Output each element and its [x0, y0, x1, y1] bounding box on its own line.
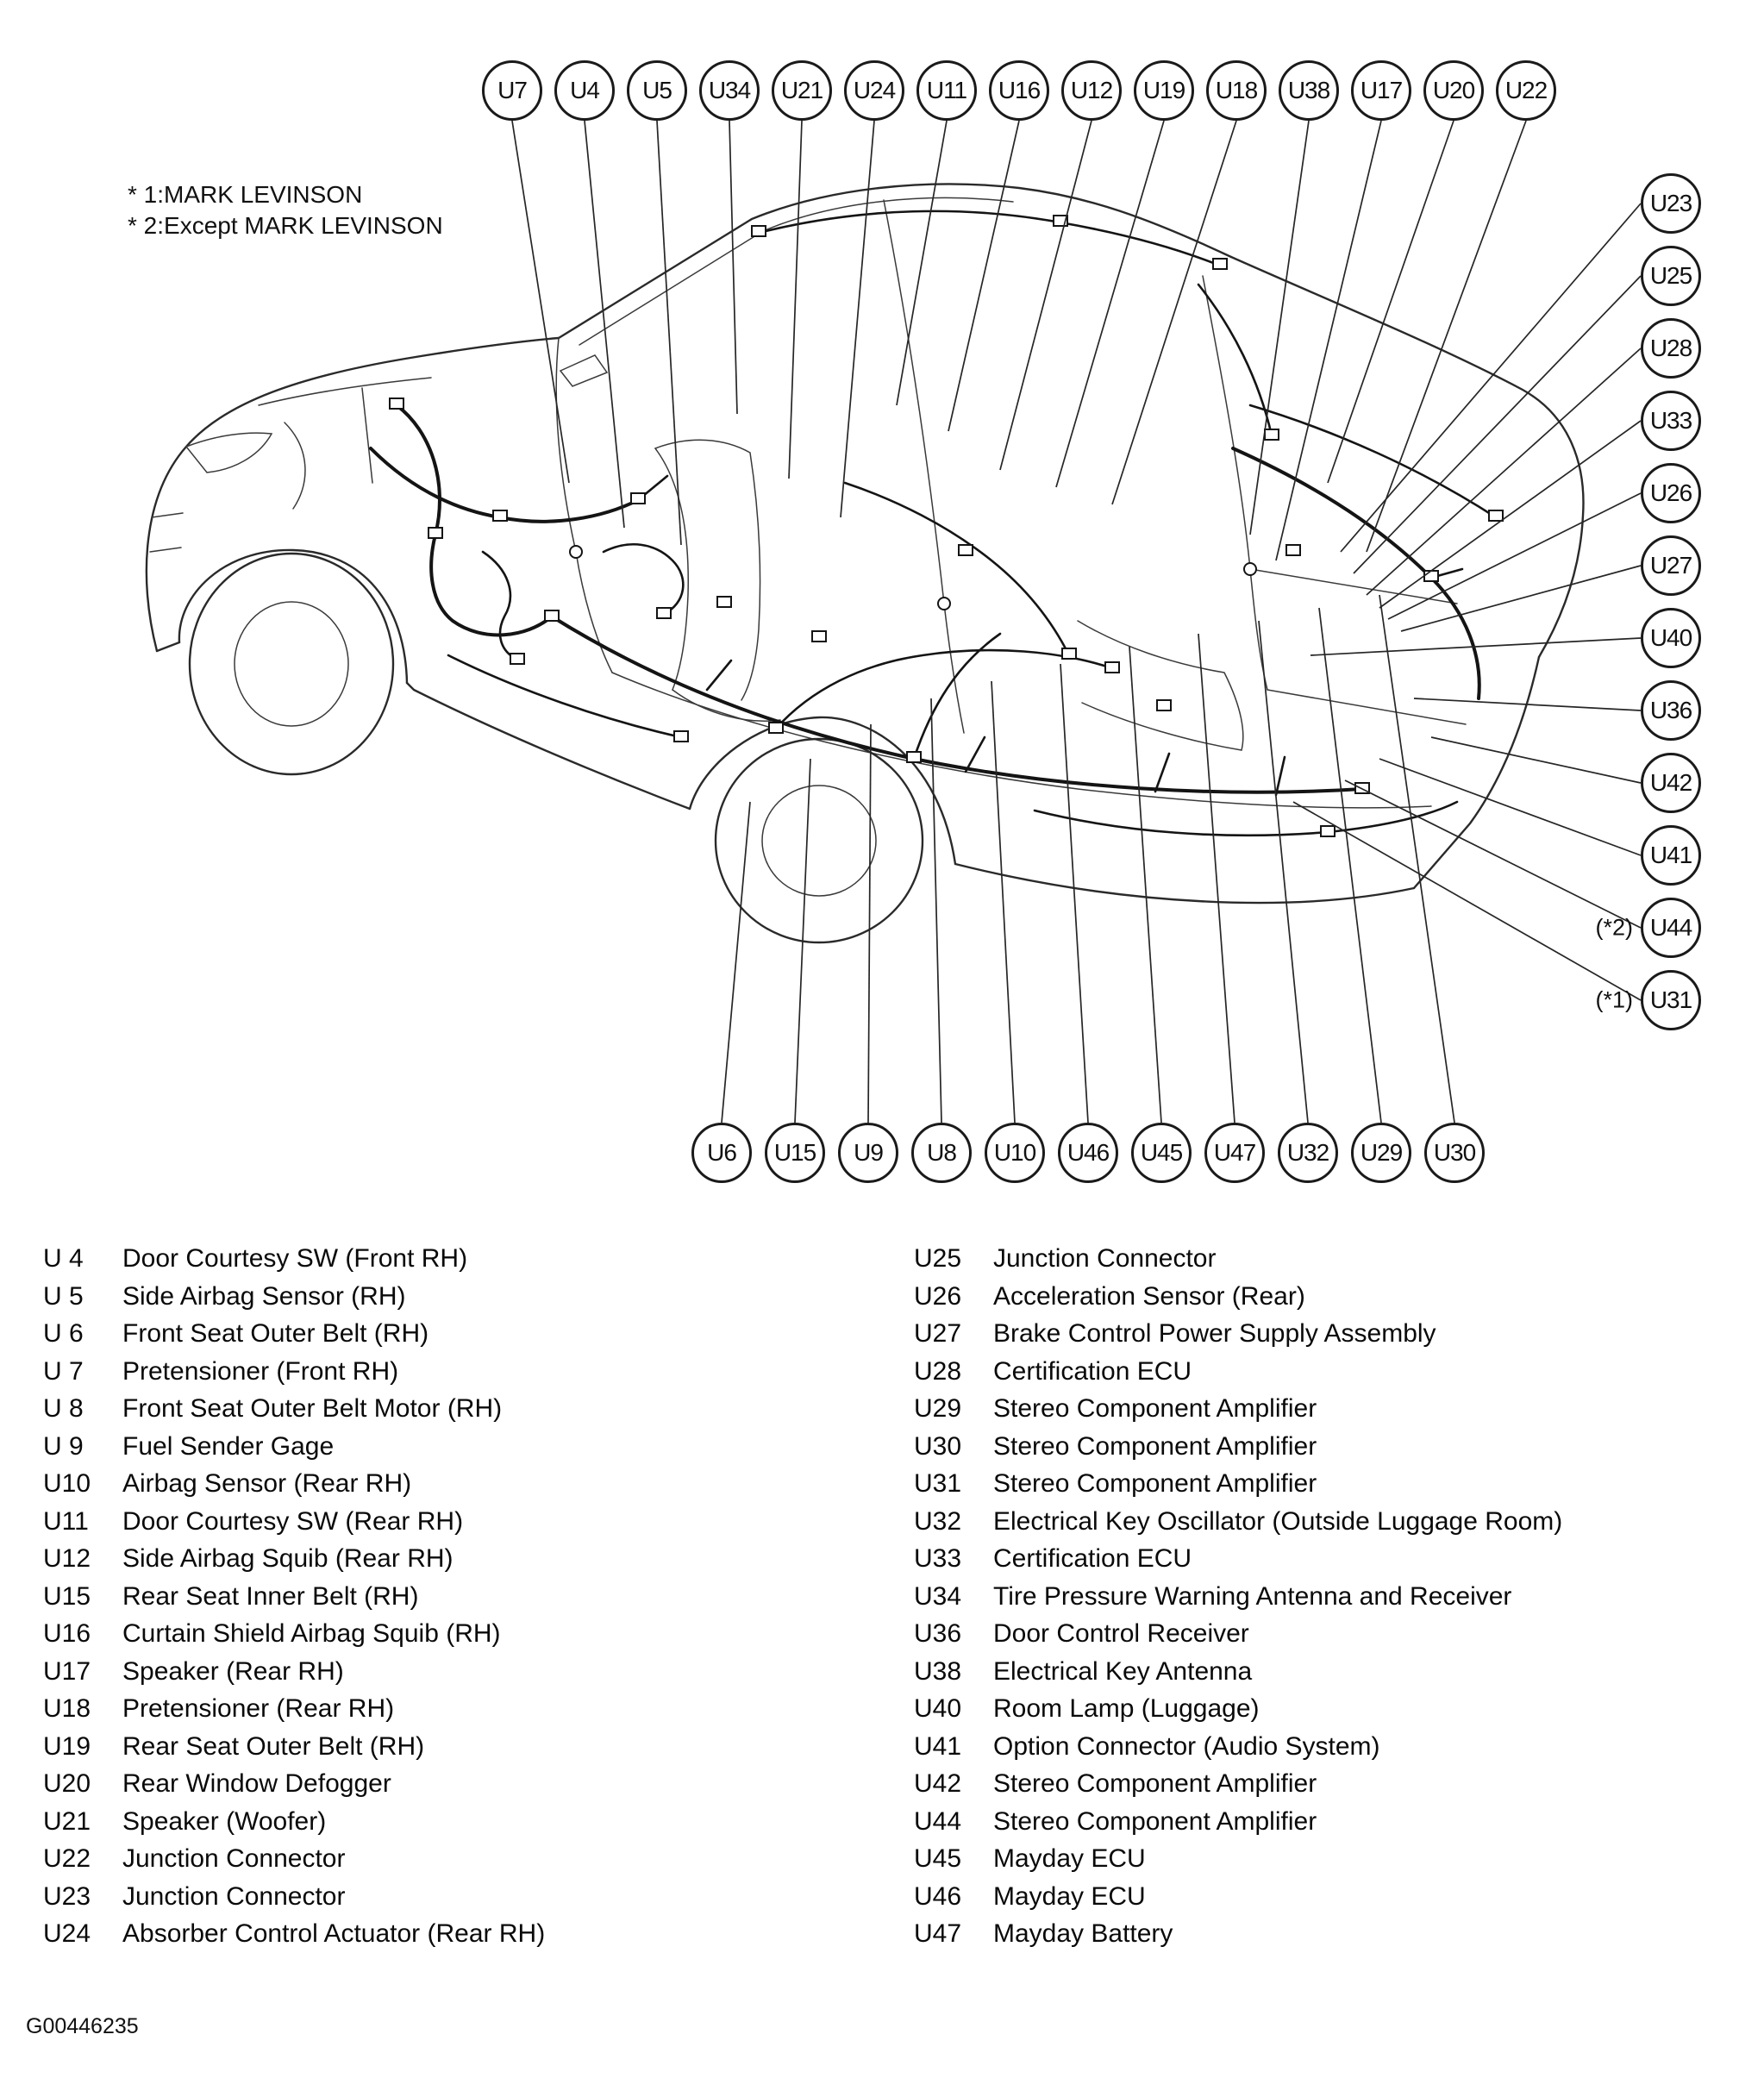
component-code: U 7 — [43, 1356, 84, 1386]
callout-U24 — [844, 60, 904, 121]
component-code: U29 — [914, 1394, 962, 1423]
leader-line — [897, 121, 947, 405]
leader-line — [1367, 348, 1641, 595]
callout-U28 — [1641, 318, 1701, 379]
callout-label: U25 — [1649, 262, 1692, 289]
component-code: U 8 — [43, 1394, 84, 1423]
callout-U9 — [838, 1123, 898, 1183]
figure-code: G00446235 — [26, 2014, 139, 2038]
component-code: U46 — [914, 1881, 962, 1911]
callout-U12 — [1061, 60, 1122, 121]
component-code: U31 — [914, 1469, 962, 1498]
callout-U21 — [772, 60, 832, 121]
leader-line — [1319, 608, 1381, 1123]
component-code: U 9 — [43, 1431, 84, 1461]
leader-line — [1129, 647, 1161, 1123]
component-code: U16 — [43, 1619, 91, 1648]
component-name: Airbag Sensor (Rear RH) — [122, 1469, 412, 1498]
component-code: U36 — [914, 1619, 962, 1648]
component-name: Absorber Control Actuator (Rear RH) — [122, 1919, 546, 1948]
component-legend — [43, 1240, 1733, 1953]
callout-U8 — [911, 1123, 972, 1183]
leader-line — [1345, 780, 1641, 928]
component-name: Mayday Battery — [993, 1919, 1173, 1948]
legend-row — [914, 1240, 1733, 1278]
callout-label: U11 — [926, 77, 967, 103]
callout-U16 — [989, 60, 1049, 121]
legend-row — [43, 1428, 914, 1466]
component-name: Door Courtesy SW (Rear RH) — [122, 1506, 464, 1536]
component-name: Door Control Receiver — [993, 1619, 1249, 1648]
legend-row — [914, 1615, 1733, 1653]
legend-row — [43, 1615, 914, 1653]
component-code: U18 — [43, 1694, 91, 1723]
component-name: Curtain Shield Airbag Squib (RH) — [122, 1619, 501, 1648]
component-code: U21 — [43, 1806, 91, 1836]
callout-U46 — [1058, 1123, 1118, 1183]
component-name: Stereo Component Amplifier — [993, 1431, 1317, 1461]
legend-row — [43, 1278, 914, 1316]
component-name: Door Courtesy SW (Front RH) — [122, 1244, 468, 1273]
legend-row — [914, 1390, 1733, 1428]
legend-row — [43, 1503, 914, 1541]
callout-label: U36 — [1649, 697, 1692, 723]
leader-line — [948, 121, 1019, 431]
component-code: U15 — [43, 1581, 91, 1611]
callout-U22 — [1496, 60, 1556, 121]
component-code: U26 — [914, 1281, 962, 1311]
callout-U19 — [1134, 60, 1194, 121]
callout-U45 — [1131, 1123, 1192, 1183]
component-code: U11 — [43, 1506, 89, 1536]
component-code: U41 — [914, 1731, 962, 1761]
leader-line — [729, 121, 737, 414]
callout-U25 — [1641, 246, 1701, 306]
legend-row — [43, 1390, 914, 1428]
component-name: Stereo Component Amplifier — [993, 1806, 1317, 1836]
callout-label: U28 — [1649, 335, 1692, 361]
callout-label: U30 — [1433, 1139, 1476, 1166]
legend-row — [914, 1540, 1733, 1578]
component-name: Certification ECU — [993, 1544, 1192, 1573]
component-name: Junction Connector — [122, 1844, 346, 1873]
callout-U6 — [691, 1123, 752, 1183]
component-code: U24 — [43, 1919, 91, 1948]
component-code: U47 — [914, 1919, 962, 1948]
leader-line — [512, 121, 569, 483]
callout-label: U7 — [497, 77, 527, 103]
component-code: U27 — [914, 1319, 962, 1348]
component-code: U17 — [43, 1656, 91, 1686]
component-name: Front Seat Outer Belt (RH) — [122, 1319, 429, 1348]
callout-label: U12 — [1070, 77, 1113, 103]
callout-label: U4 — [570, 77, 599, 103]
callout-U7 — [482, 60, 542, 121]
callout-label: U47 — [1213, 1139, 1256, 1166]
legend-row — [914, 1728, 1733, 1766]
component-name: Rear Window Defogger — [122, 1769, 391, 1798]
legend-row — [43, 1803, 914, 1841]
leader-lines — [512, 121, 1641, 1123]
component-name: Junction Connector — [993, 1244, 1217, 1273]
callout-label: U27 — [1649, 552, 1692, 579]
footnotes — [128, 179, 443, 241]
leader-line — [1379, 421, 1641, 608]
component-name: Side Airbag Sensor (RH) — [122, 1281, 406, 1311]
callout-U5 — [627, 60, 687, 121]
component-code: U19 — [43, 1731, 91, 1761]
callout-label: U10 — [993, 1139, 1036, 1166]
callout-prefix: (*2) — [1595, 914, 1633, 941]
callout-U33 — [1641, 391, 1701, 451]
leader-line — [1198, 634, 1235, 1123]
component-code: U22 — [43, 1844, 91, 1873]
callout-U17 — [1351, 60, 1411, 121]
callout-U29 — [1351, 1123, 1411, 1183]
component-code: U10 — [43, 1469, 91, 1498]
component-name: Stereo Component Amplifier — [993, 1769, 1317, 1798]
component-code: U12 — [43, 1544, 91, 1573]
callout-U15 — [765, 1123, 825, 1183]
component-code: U30 — [914, 1431, 962, 1461]
component-name: Speaker (Rear RH) — [122, 1656, 344, 1686]
callout-U47 — [1204, 1123, 1265, 1183]
legend-row — [914, 1315, 1733, 1353]
car-body-outline — [147, 185, 1584, 943]
legend-row — [43, 1653, 914, 1691]
callout-U31 — [1595, 970, 1701, 1030]
component-name: Option Connector (Audio System) — [993, 1731, 1380, 1761]
leader-line — [1431, 737, 1641, 783]
callout-U27 — [1641, 535, 1701, 596]
legend-row — [43, 1690, 914, 1728]
component-code: U44 — [914, 1806, 962, 1836]
component-name: Mayday ECU — [993, 1844, 1146, 1873]
callout-U30 — [1424, 1123, 1485, 1183]
legend-row — [914, 1840, 1733, 1878]
component-code: U42 — [914, 1769, 962, 1798]
leader-line — [868, 724, 871, 1123]
legend-row — [914, 1765, 1733, 1803]
callout-label: U29 — [1360, 1139, 1403, 1166]
legend-row — [43, 1840, 914, 1878]
component-code: U25 — [914, 1244, 962, 1273]
component-name: Rear Seat Inner Belt (RH) — [122, 1581, 419, 1611]
component-name: Stereo Component Amplifier — [993, 1469, 1317, 1498]
legend-row — [43, 1315, 914, 1353]
callout-label: U34 — [708, 77, 751, 103]
component-name: Electrical Key Antenna — [993, 1656, 1253, 1686]
component-name: Pretensioner (Front RH) — [122, 1356, 399, 1386]
leader-line — [1379, 595, 1454, 1123]
legend-row — [914, 1878, 1733, 1916]
component-name: Pretensioner (Rear RH) — [122, 1694, 395, 1723]
component-name: Front Seat Outer Belt Motor (RH) — [122, 1394, 503, 1423]
callout-label: U31 — [1649, 986, 1692, 1013]
callout-label: U16 — [998, 77, 1041, 103]
legend-row — [914, 1465, 1733, 1503]
leader-line — [1000, 121, 1092, 470]
component-code: U34 — [914, 1581, 962, 1611]
callout-U36 — [1641, 680, 1701, 741]
callout-label: U17 — [1360, 77, 1403, 103]
legend-row — [914, 1503, 1733, 1541]
callout-label: U8 — [927, 1139, 956, 1166]
callout-U23 — [1641, 173, 1701, 234]
callout-label: U42 — [1649, 769, 1692, 796]
callout-label: U33 — [1649, 407, 1692, 434]
leader-line — [1276, 121, 1381, 560]
legend-row — [914, 1578, 1733, 1616]
component-name: Side Airbag Squib (Rear RH) — [122, 1544, 454, 1573]
legend-row — [43, 1878, 914, 1916]
component-code: U40 — [914, 1694, 962, 1723]
leader-line — [585, 121, 624, 528]
callout-label: U21 — [780, 77, 823, 103]
component-code: U33 — [914, 1544, 962, 1573]
callout-U40 — [1641, 608, 1701, 668]
legend-row — [914, 1653, 1733, 1691]
callout-U11 — [916, 60, 977, 121]
callout-U10 — [985, 1123, 1045, 1183]
component-code: U32 — [914, 1506, 962, 1536]
component-name: Acceleration Sensor (Rear) — [993, 1281, 1305, 1311]
legend-row — [914, 1278, 1733, 1316]
callout-label: U38 — [1287, 77, 1330, 103]
component-name: Mayday ECU — [993, 1881, 1146, 1911]
component-name: Speaker (Woofer) — [122, 1806, 327, 1836]
callout-U20 — [1423, 60, 1484, 121]
legend-row — [914, 1353, 1733, 1391]
legend-row — [43, 1728, 914, 1766]
component-name: Brake Control Power Supply Assembly — [993, 1319, 1436, 1348]
legend-row — [43, 1353, 914, 1391]
component-code: U45 — [914, 1844, 962, 1873]
callout-label: U40 — [1649, 624, 1692, 651]
callout-U32 — [1278, 1123, 1338, 1183]
callout-label: U19 — [1142, 77, 1185, 103]
leader-line — [841, 121, 874, 517]
component-name: Junction Connector — [122, 1881, 346, 1911]
callout-label: U23 — [1649, 190, 1692, 216]
callout-U26 — [1641, 463, 1701, 523]
callout-label: U20 — [1432, 77, 1475, 103]
leader-line — [1328, 121, 1454, 483]
callout-label: U45 — [1140, 1139, 1183, 1166]
callout-label: U18 — [1215, 77, 1258, 103]
callout-prefix: (*1) — [1595, 986, 1633, 1013]
callout-U41 — [1641, 825, 1701, 886]
component-code: U 4 — [43, 1244, 84, 1273]
callout-U42 — [1641, 753, 1701, 813]
component-code: U23 — [43, 1881, 91, 1911]
component-code: U20 — [43, 1769, 91, 1798]
component-code: U28 — [914, 1356, 962, 1386]
leader-line — [789, 121, 802, 479]
leader-line — [1354, 276, 1641, 573]
callout-U44 — [1595, 898, 1701, 958]
callout-label: U5 — [642, 77, 672, 103]
footnote-2: * 2:Except MARK LEVINSON — [128, 212, 443, 239]
callout-label: U9 — [854, 1139, 883, 1166]
legend-row — [43, 1765, 914, 1803]
callout-label: U26 — [1649, 479, 1692, 506]
legend-row — [914, 1690, 1733, 1728]
callout-label: U6 — [707, 1139, 736, 1166]
callout-U34 — [699, 60, 760, 121]
component-name: Rear Seat Outer Belt (RH) — [122, 1731, 425, 1761]
legend-column-left — [43, 1240, 914, 1953]
footnote-1: * 1:MARK LEVINSON — [128, 181, 363, 208]
component-name: Certification ECU — [993, 1356, 1192, 1386]
callout-U18 — [1206, 60, 1267, 121]
callout-U4 — [554, 60, 615, 121]
component-code: U 6 — [43, 1319, 84, 1348]
legend-row — [43, 1578, 914, 1616]
callout-label: U41 — [1649, 842, 1692, 868]
legend-row — [43, 1465, 914, 1503]
callout-label: U22 — [1504, 77, 1548, 103]
component-name: Room Lamp (Luggage) — [993, 1694, 1260, 1723]
legend-row — [43, 1540, 914, 1578]
component-name: Fuel Sender Gage — [122, 1431, 335, 1461]
callout-label: U46 — [1067, 1139, 1110, 1166]
leader-line — [1060, 664, 1088, 1123]
legend-row — [43, 1915, 914, 1953]
component-name: Stereo Component Amplifier — [993, 1394, 1317, 1423]
callout-label: U32 — [1286, 1139, 1329, 1166]
legend-row — [43, 1240, 914, 1278]
component-name: Tire Pressure Warning Antenna and Receiver — [993, 1581, 1512, 1611]
component-code: U 5 — [43, 1281, 84, 1311]
legend-row — [914, 1803, 1733, 1841]
legend-row — [914, 1428, 1733, 1466]
callout-label: U24 — [853, 77, 896, 103]
leader-line — [991, 681, 1015, 1123]
component-code: U38 — [914, 1656, 962, 1686]
callout-label: U44 — [1649, 914, 1692, 941]
callout-label: U15 — [773, 1139, 816, 1166]
leader-line — [722, 802, 750, 1123]
callout-U38 — [1279, 60, 1339, 121]
legend-row — [914, 1915, 1733, 1953]
leader-line — [1056, 121, 1164, 487]
legend-column-right — [914, 1240, 1733, 1953]
leader-line — [1341, 203, 1641, 552]
component-name: Electrical Key Oscillator (Outside Luggage Room) — [993, 1506, 1563, 1536]
